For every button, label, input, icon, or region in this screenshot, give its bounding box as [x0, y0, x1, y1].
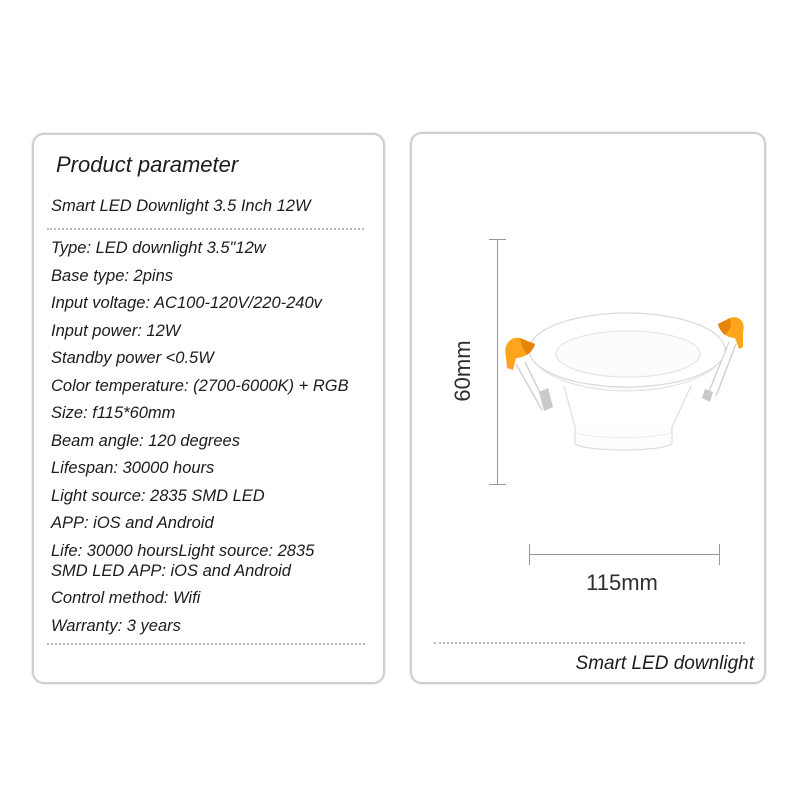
spec-list [51, 238, 367, 636]
spec-lifespan: Lifespan: 30000 hours [51, 459, 215, 477]
height-dimension-line [497, 239, 498, 484]
spec-app: APP: iOS and Android [51, 514, 214, 532]
spec-light-source: Light source: 2835 SMD LED [51, 486, 265, 505]
spec-input-power: Input power: 12W [51, 321, 181, 340]
spec-color-temperature: Color temperature: (2700-6000K) + RGB [51, 376, 349, 395]
spec-warranty: Warranty: 3 years [51, 616, 181, 635]
spec-type: Type: LED downlight 3.5"12w [51, 239, 266, 257]
width-dimension-label: 115mm [586, 570, 658, 595]
spec-base-type: Base type: 2pins [51, 266, 173, 285]
height-dimension-tick-bottom [489, 484, 506, 485]
spec-input-voltage: Input voltage: AC100-120V/220-240v [51, 294, 322, 312]
dashed-divider [434, 642, 745, 644]
spec-life-combined: Life: 30000 hoursLight source: 2835 [51, 541, 315, 560]
spec-life-combined-cont: SMD LED APP: iOS and Android [51, 561, 291, 580]
height-dimension-label: 60mm [450, 340, 475, 402]
spec-size: Size: f115*60mm [51, 404, 176, 422]
width-dimension-tick-right [719, 544, 720, 565]
panel-title: Product parameter [56, 152, 239, 177]
parameter-panel [32, 133, 385, 684]
product-subtitle: Smart LED Downlight 3.5 Inch 12W [51, 197, 311, 215]
spec-beam-angle: Beam angle: 120 degrees [51, 431, 240, 450]
product-image-panel [410, 132, 766, 684]
width-dimension-line [529, 554, 720, 555]
spec-standby-power: Standby power <0.5W [51, 349, 214, 367]
downlight-illustration [492, 294, 752, 464]
dashed-divider [47, 228, 364, 230]
dashed-divider [47, 643, 365, 645]
spec-control-method: Control method: Wifi [51, 589, 201, 607]
product-caption: Smart LED downlight [575, 653, 754, 674]
